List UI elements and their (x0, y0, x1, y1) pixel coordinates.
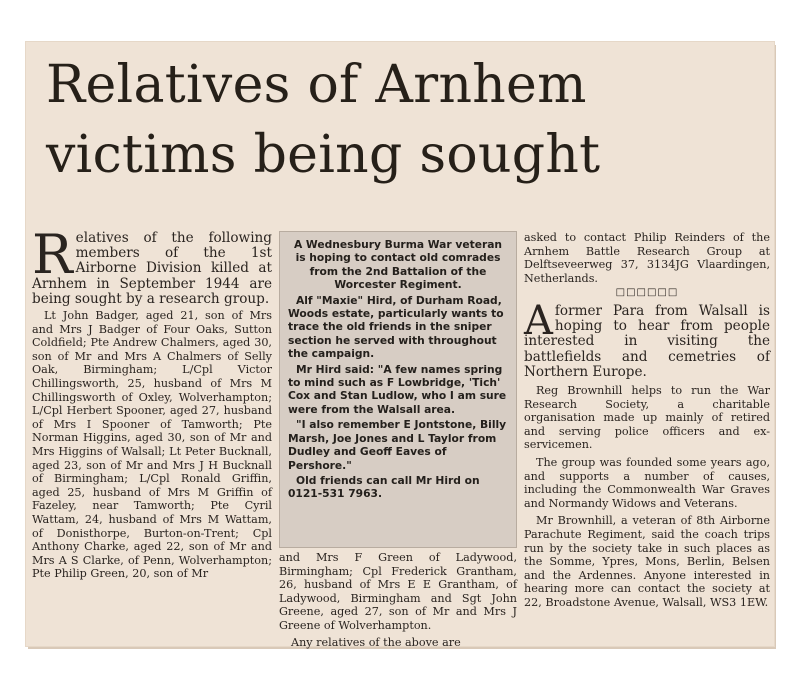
box-paragraph-2: Alf "Maxie" Hird, of Durham Road, Woods estate, particularly wants to trace the old friends in the sniper section he served with throughout the campaign. (288, 293, 504, 361)
box-paragraph-1: A Wednesbury Burma War veteran is hoping to contact old comrades from the 2nd Battalion of the Worcester Regiment. (293, 238, 503, 292)
drop-cap: R (32, 223, 73, 286)
second-story-lead (524, 297, 770, 380)
drop-cap-2: A (524, 297, 553, 344)
second-lead-text: former Para from Walsall is hoping to hear from people interested in visiting the battlefields and cemetries of Northern Europe. (524, 302, 770, 380)
lead-text: elatives of the following members of the 1st Airborne Division killed at Arnhem in September 1944 are being sought by a research group. (32, 230, 272, 307)
headline-line-2: victims being sought (46, 125, 601, 185)
box-paragraph-4: "I also remember E Jontstone, Billy Marsh, Joe Jones and L Taylor from Dudley and Geoff Eaves of Pershore." (288, 418, 507, 472)
box-paragraph-3: Mr Hird said: "A few names spring to mind such as F Lowbridge, 'Tich' Cox and Stan Ludlow, who I am sure were from the Walsall area. (288, 362, 507, 416)
article-column-3 (524, 231, 770, 609)
victims-list: Lt John Badger, aged 21, son of Mrs and Mrs J Badger of Four Oaks, Sutton Coldfield; Pte Andrew Chalmers, aged 30, son of Mr and Mrs A Chalmers of Selly Oak, Birmingham; L/Cpl Victor Chillingsworth, 25, husband of Mrs M Chillingsworth of Oxley, Wolverhampton; L/Cpl Herbert Spooner, aged 27, husband of Mrs I Spooner of Tamworth; Pte Norman Higgins, aged 30, son of Mr and Mrs Higgins of Walsall; Lt Peter Bucknall, aged 23, son of Mr and Mrs J H Bucknall of Birmingham; L/Cpl Ronald Griffin, aged 25, husband of Mrs M Griffin of Fazeley, near Tamworth; Pte Cyril Wattam, 24, husband of Mrs M Wattam, of Donisthorpe, Burton-on-Trent; Cpl Anthony Charke, aged 22, son of Mr and Mrs A S Clarke, of Penn, Wolverhampton; Pte Philip Green, 20, son of Mr (32, 309, 272, 581)
column-3-paragraph-3: The group was founded some years ago, and supports a number of causes, including the Commonwealth War Graves and Normandy Widows and Veterans. (524, 455, 770, 510)
lead-paragraph (32, 223, 272, 307)
column-2-paragraph-2: Any relatives of the above are (291, 635, 461, 649)
section-separator: □□□□□□ (615, 287, 679, 299)
sidebar-box (279, 231, 517, 548)
headline (46, 50, 758, 190)
article-column-2 (279, 551, 517, 649)
headline-line-1: Relatives of Arnhem (46, 55, 587, 115)
box-paragraph-5: Old friends can call Mr Hird on 0121-531 7963. (288, 473, 480, 501)
article-column-1 (32, 223, 272, 581)
column-3-paragraph-1: asked to contact Philip Reinders of the Arnhem Battle Research Group at Delftseveerweg 37, 3134JG Vlaardingen, Netherlands. (524, 231, 770, 285)
column-3-paragraph-2: Reg Brownhill helps to run the War Research Society, a charitable organisation made up mainly of retired and serving police officers and ex-servicemen. (524, 383, 770, 452)
column-2-paragraph-1: and Mrs F Green of Ladywood, Birmingham; Cpl Frederick Grantham, 26, husband of Mrs E E Grantham, of Ladywood, Birmingham and Sgt John Greene, aged 27, son of Mr and Mrs J Greene of Wolverhampton. (279, 551, 517, 632)
newspaper-clipping (26, 42, 774, 649)
column-3-paragraph-4: Mr Brownhill, a veteran of 8th Airborne Parachute Regiment, said the coach trips run by the society take in such places as the Somme, Ypres, Mons, Berlin, Belsen and the Ardennes. Anyone interested in hearing more can contact the society at 22, Broadstone Avenue, Walsall, WS3 1EW. (524, 514, 770, 609)
